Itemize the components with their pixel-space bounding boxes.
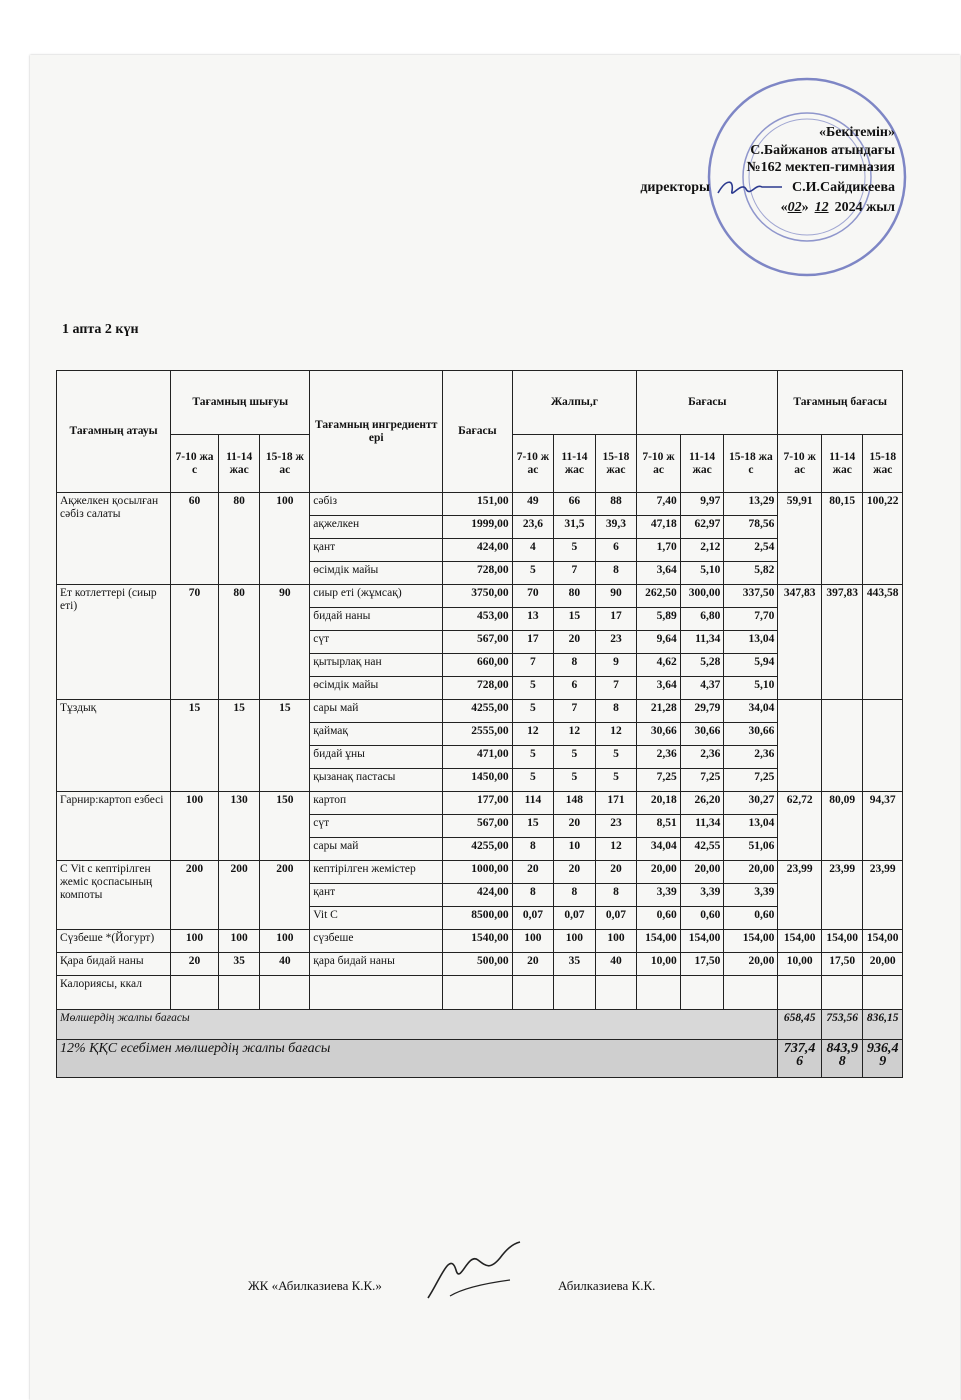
ingredient-cost: 7,25 bbox=[637, 769, 681, 792]
ingredient-grams: 7 bbox=[554, 562, 596, 585]
header-age-1: 7-10 жас bbox=[778, 435, 822, 493]
ingredient-grams: 5 bbox=[595, 769, 637, 792]
ingredient-grams: 17 bbox=[595, 608, 637, 631]
ingredient-cost: 5,10 bbox=[680, 562, 724, 585]
dish-price: 347,83 bbox=[778, 585, 822, 700]
vat-row bbox=[57, 1040, 903, 1078]
empty-cell bbox=[171, 976, 219, 1010]
ingredient-cost: 30,66 bbox=[724, 723, 778, 746]
ingredient-price: 728,00 bbox=[443, 677, 513, 700]
ingredient-grams: 20 bbox=[512, 861, 554, 884]
ingredient-grams: 88 bbox=[595, 493, 637, 516]
approval-date: «02» 12 2024 жыл bbox=[780, 199, 895, 215]
ingredient-grams: 148 bbox=[554, 792, 596, 815]
ingredient-grams: 5 bbox=[512, 562, 554, 585]
header-dish: Тағамның атауы bbox=[57, 371, 171, 493]
ingredient-grams: 6 bbox=[554, 677, 596, 700]
ingredient-cost: 4,62 bbox=[637, 654, 681, 677]
ingredient-grams: 20 bbox=[554, 815, 596, 838]
vat-value: 737,46 bbox=[778, 1040, 822, 1078]
header-age-2: 11-14 жас bbox=[821, 435, 863, 493]
header-output: Тағамның шығуы bbox=[171, 371, 310, 435]
ingredient-grams: 23,6 bbox=[512, 516, 554, 539]
dish-output: 60 bbox=[171, 493, 219, 585]
dish-price bbox=[778, 700, 822, 792]
dish-output: 90 bbox=[260, 585, 310, 700]
calories-label: Калориясы, ккал bbox=[57, 976, 171, 1010]
ingredient-cost: 5,28 bbox=[680, 654, 724, 677]
ingredient-cost: 11,34 bbox=[680, 631, 724, 654]
ingredient-cost: 0,60 bbox=[680, 907, 724, 930]
ingredient-price: 3750,00 bbox=[443, 585, 513, 608]
day-label: 1 апта 2 күн bbox=[62, 322, 139, 337]
header-age-1: 7-10 жас bbox=[637, 435, 681, 493]
ingredient-grams: 114 bbox=[512, 792, 554, 815]
ingredient-name: қара бидай наны bbox=[310, 953, 443, 976]
dish-output: 100 bbox=[218, 930, 260, 953]
ingredient-cost: 2,36 bbox=[724, 746, 778, 769]
ingredient-cost: 34,04 bbox=[724, 700, 778, 723]
ingredient-grams: 15 bbox=[512, 815, 554, 838]
dish-price: 23,99 bbox=[821, 861, 863, 930]
total-label: Мөлшердің жалпы бағасы bbox=[57, 1010, 778, 1040]
ingredient-cost: 7,40 bbox=[637, 493, 681, 516]
date-month: 12 bbox=[814, 199, 829, 215]
ingredient-grams: 66 bbox=[554, 493, 596, 516]
ingredient-cost: 20,00 bbox=[724, 861, 778, 884]
ingredient-price: 8500,00 bbox=[443, 907, 513, 930]
dish-name: Сүзбеше *(Йогурт) bbox=[57, 930, 171, 953]
dish-output: 20 bbox=[171, 953, 219, 976]
dish-price: 154,00 bbox=[778, 930, 822, 953]
empty-cell bbox=[821, 976, 863, 1010]
ingredient-price: 424,00 bbox=[443, 539, 513, 562]
ingredient-grams: 90 bbox=[595, 585, 637, 608]
date-year: 2024 жыл bbox=[834, 199, 895, 215]
header-age-1: 7-10 жас bbox=[512, 435, 554, 493]
dish-output: 70 bbox=[171, 585, 219, 700]
total-value: 836,15 bbox=[863, 1010, 903, 1040]
ingredient-cost: 300,00 bbox=[680, 585, 724, 608]
ingredient-grams: 7 bbox=[554, 700, 596, 723]
approval-title: «Бекітемін» bbox=[818, 125, 895, 140]
dish-price: 154,00 bbox=[821, 930, 863, 953]
dish-price: 23,99 bbox=[778, 861, 822, 930]
dish-price: 62,72 bbox=[778, 792, 822, 861]
ingredient-cost: 29,79 bbox=[680, 700, 724, 723]
ingredient-cost: 154,00 bbox=[680, 930, 724, 953]
dish-output: 150 bbox=[260, 792, 310, 861]
dish-price: 17,50 bbox=[821, 953, 863, 976]
ingredient-price: 471,00 bbox=[443, 746, 513, 769]
total-value: 658,45 bbox=[778, 1010, 822, 1040]
ingredient-grams: 5 bbox=[512, 700, 554, 723]
ingredient-cost: 20,00 bbox=[637, 861, 681, 884]
header-price: Бағасы bbox=[443, 371, 513, 493]
ingredient-cost: 7,70 bbox=[724, 608, 778, 631]
dish-output: 200 bbox=[171, 861, 219, 930]
dish-name: Қара бидай наны bbox=[57, 953, 171, 976]
dish-output: 80 bbox=[218, 585, 260, 700]
ingredient-name: қызанақ пастасы bbox=[310, 769, 443, 792]
ingredient-cost: 3,39 bbox=[724, 884, 778, 907]
ingredient-cost: 42,55 bbox=[680, 838, 724, 861]
ingredient-price: 424,00 bbox=[443, 884, 513, 907]
ingredient-grams: 70 bbox=[512, 585, 554, 608]
vat-value: 843,98 bbox=[821, 1040, 863, 1078]
header-cost: Бағасы bbox=[637, 371, 778, 435]
ingredient-cost: 4,37 bbox=[680, 677, 724, 700]
table-row bbox=[57, 700, 903, 723]
ingredient-name: өсімдік майы bbox=[310, 677, 443, 700]
dish-output: 130 bbox=[218, 792, 260, 861]
ingredient-price: 1999,00 bbox=[443, 516, 513, 539]
dish-output: 100 bbox=[260, 930, 310, 953]
ingredient-name: бидай наны bbox=[310, 608, 443, 631]
ingredient-cost: 3,39 bbox=[637, 884, 681, 907]
empty-cell bbox=[637, 976, 681, 1010]
vat-value: 936,49 bbox=[863, 1040, 903, 1078]
ingredient-cost: 13,29 bbox=[724, 493, 778, 516]
ingredient-grams: 5 bbox=[512, 746, 554, 769]
table-row bbox=[57, 493, 903, 516]
ingredient-grams: 8 bbox=[512, 884, 554, 907]
ingredient-name: сары май bbox=[310, 838, 443, 861]
dish-output: 15 bbox=[218, 700, 260, 792]
ingredient-cost: 337,50 bbox=[724, 585, 778, 608]
empty-cell bbox=[863, 976, 903, 1010]
ingredient-price: 4255,00 bbox=[443, 700, 513, 723]
footer-org: ЖК «Абилказиева К.К.» bbox=[248, 1278, 382, 1293]
dish-output: 100 bbox=[260, 493, 310, 585]
ingredient-cost: 30,27 bbox=[724, 792, 778, 815]
empty-cell bbox=[595, 976, 637, 1010]
dish-price: 154,00 bbox=[863, 930, 903, 953]
ingredient-price: 2555,00 bbox=[443, 723, 513, 746]
ingredient-price: 4255,00 bbox=[443, 838, 513, 861]
dish-name: Гарнир:картоп езбесі bbox=[57, 792, 171, 861]
ingredient-cost: 9,64 bbox=[637, 631, 681, 654]
header-age-2: 11-14 жас bbox=[218, 435, 260, 493]
ingredient-name: сүт bbox=[310, 631, 443, 654]
dish-price: 23,99 bbox=[863, 861, 903, 930]
ingredient-cost: 20,18 bbox=[637, 792, 681, 815]
ingredient-grams: 49 bbox=[512, 493, 554, 516]
ingredient-grams: 7 bbox=[595, 677, 637, 700]
dish-output: 100 bbox=[171, 930, 219, 953]
header-ingredients: Тағамның ингредиенттері bbox=[310, 371, 443, 493]
dish-output: 40 bbox=[260, 953, 310, 976]
table-row bbox=[57, 861, 903, 884]
ingredient-name: ақжелкен bbox=[310, 516, 443, 539]
ingredient-price: 728,00 bbox=[443, 562, 513, 585]
header-age-3: 15-18 жас bbox=[724, 435, 778, 493]
dish-price: 443,58 bbox=[863, 585, 903, 700]
ingredient-cost: 2,36 bbox=[637, 746, 681, 769]
ingredient-grams: 8 bbox=[595, 700, 637, 723]
ingredient-cost: 7,25 bbox=[724, 769, 778, 792]
empty-cell bbox=[260, 976, 310, 1010]
ingredient-name: сиыр еті (жұмсақ) bbox=[310, 585, 443, 608]
ingredient-cost: 8,51 bbox=[637, 815, 681, 838]
director-line bbox=[565, 177, 895, 199]
ingredient-grams: 6 bbox=[595, 539, 637, 562]
date-day: 02 bbox=[787, 199, 802, 215]
ingredient-grams: 17 bbox=[512, 631, 554, 654]
ingredient-name: сары май bbox=[310, 700, 443, 723]
approval-line2: №162 мектеп-гимназия bbox=[746, 160, 895, 175]
ingredient-grams: 8 bbox=[595, 562, 637, 585]
ingredient-price: 1000,00 bbox=[443, 861, 513, 884]
ingredient-cost: 0,60 bbox=[637, 907, 681, 930]
dish-name: Ақжелкен қосылған сәбіз салаты bbox=[57, 493, 171, 585]
ingredient-price: 567,00 bbox=[443, 631, 513, 654]
ingredient-name: қант bbox=[310, 539, 443, 562]
dish-name: С Vit с кептірілген жеміс қоспасының компоты bbox=[57, 861, 171, 930]
ingredient-grams: 5 bbox=[554, 746, 596, 769]
ingredient-name: Vit C bbox=[310, 907, 443, 930]
table-row bbox=[57, 953, 903, 976]
dish-price: 10,00 bbox=[778, 953, 822, 976]
menu-table bbox=[56, 370, 903, 1078]
total-value: 753,56 bbox=[821, 1010, 863, 1040]
ingredient-name: картоп bbox=[310, 792, 443, 815]
empty-cell bbox=[554, 976, 596, 1010]
ingredient-grams: 5 bbox=[512, 677, 554, 700]
ingredient-price: 177,00 bbox=[443, 792, 513, 815]
ingredient-grams: 171 bbox=[595, 792, 637, 815]
ingredient-cost: 20,00 bbox=[724, 953, 778, 976]
ingredient-grams: 20 bbox=[595, 861, 637, 884]
ingredient-cost: 30,66 bbox=[680, 723, 724, 746]
ingredient-grams: 20 bbox=[554, 631, 596, 654]
vat-label: 12% ҚҚС есебімен мөлшердің жалпы бағасы bbox=[57, 1040, 778, 1078]
empty-cell bbox=[778, 976, 822, 1010]
header-age-2: 11-14 жас bbox=[680, 435, 724, 493]
dish-output: 15 bbox=[260, 700, 310, 792]
ingredient-cost: 30,66 bbox=[637, 723, 681, 746]
ingredient-grams: 5 bbox=[512, 769, 554, 792]
ingredient-grams: 4 bbox=[512, 539, 554, 562]
dish-price: 80,15 bbox=[821, 493, 863, 585]
ingredient-grams: 12 bbox=[512, 723, 554, 746]
ingredient-name: сүт bbox=[310, 815, 443, 838]
ingredient-cost: 2,12 bbox=[680, 539, 724, 562]
director-signature bbox=[716, 177, 786, 199]
ingredient-grams: 100 bbox=[595, 930, 637, 953]
empty-cell bbox=[443, 976, 513, 1010]
ingredient-cost: 20,00 bbox=[680, 861, 724, 884]
ingredient-grams: 31,5 bbox=[554, 516, 596, 539]
dish-output: 200 bbox=[260, 861, 310, 930]
ingredient-grams: 35 bbox=[554, 953, 596, 976]
header-total: Жалпы,г bbox=[512, 371, 637, 435]
ingredient-grams: 12 bbox=[595, 838, 637, 861]
ingredient-cost: 7,25 bbox=[680, 769, 724, 792]
approval-line1: С.Байжанов атындағы bbox=[750, 142, 895, 158]
table-row bbox=[57, 792, 903, 815]
header-age-3: 15-18 жас bbox=[595, 435, 637, 493]
ingredient-cost: 0,60 bbox=[724, 907, 778, 930]
ingredient-cost: 78,56 bbox=[724, 516, 778, 539]
ingredient-cost: 13,04 bbox=[724, 815, 778, 838]
ingredient-cost: 3,64 bbox=[637, 677, 681, 700]
ingredient-grams: 8 bbox=[512, 838, 554, 861]
dish-price: 80,09 bbox=[821, 792, 863, 861]
ingredient-grams: 23 bbox=[595, 631, 637, 654]
contractor-signature bbox=[420, 1240, 530, 1310]
ingredient-cost: 5,82 bbox=[724, 562, 778, 585]
ingredient-grams: 0,07 bbox=[554, 907, 596, 930]
empty-cell bbox=[218, 976, 260, 1010]
total-row bbox=[57, 1010, 903, 1040]
dish-price bbox=[863, 700, 903, 792]
ingredient-grams: 0,07 bbox=[512, 907, 554, 930]
ingredient-price: 1540,00 bbox=[443, 930, 513, 953]
ingredient-cost: 26,20 bbox=[680, 792, 724, 815]
ingredient-price: 567,00 bbox=[443, 815, 513, 838]
ingredient-name: сәбіз bbox=[310, 493, 443, 516]
ingredient-cost: 34,04 bbox=[637, 838, 681, 861]
ingredient-grams: 7 bbox=[512, 654, 554, 677]
ingredient-grams: 12 bbox=[554, 723, 596, 746]
ingredient-cost: 154,00 bbox=[637, 930, 681, 953]
empty-cell bbox=[512, 976, 554, 1010]
dish-output: 80 bbox=[218, 493, 260, 585]
director-label: директоры bbox=[640, 179, 710, 195]
ingredient-grams: 5 bbox=[554, 769, 596, 792]
ingredient-price: 500,00 bbox=[443, 953, 513, 976]
dish-price bbox=[821, 700, 863, 792]
empty-cell bbox=[310, 976, 443, 1010]
ingredient-grams: 0,07 bbox=[595, 907, 637, 930]
ingredient-grams: 13 bbox=[512, 608, 554, 631]
ingredient-grams: 5 bbox=[595, 746, 637, 769]
ingredient-price: 151,00 bbox=[443, 493, 513, 516]
ingredient-cost: 2,36 bbox=[680, 746, 724, 769]
ingredient-cost: 5,10 bbox=[724, 677, 778, 700]
dish-output: 15 bbox=[171, 700, 219, 792]
ingredient-name: қаймақ bbox=[310, 723, 443, 746]
footer-name: Абилказиева К.К. bbox=[558, 1278, 656, 1293]
ingredient-price: 660,00 bbox=[443, 654, 513, 677]
ingredient-grams: 5 bbox=[554, 539, 596, 562]
dish-price: 94,37 bbox=[863, 792, 903, 861]
ingredient-cost: 21,28 bbox=[637, 700, 681, 723]
ingredient-grams: 8 bbox=[554, 654, 596, 677]
dish-name: Ет котлеттері (сиыр еті) bbox=[57, 585, 171, 700]
header-age-2: 11-14 жас bbox=[554, 435, 596, 493]
header-dish-price: Тағамның бағасы bbox=[778, 371, 903, 435]
ingredient-name: сүзбеше bbox=[310, 930, 443, 953]
ingredient-grams: 8 bbox=[554, 884, 596, 907]
ingredient-price: 453,00 bbox=[443, 608, 513, 631]
dish-output: 100 bbox=[171, 792, 219, 861]
ingredient-grams: 100 bbox=[554, 930, 596, 953]
ingredient-grams: 12 bbox=[595, 723, 637, 746]
empty-cell bbox=[680, 976, 724, 1010]
ingredient-cost: 51,06 bbox=[724, 838, 778, 861]
ingredient-name: өсімдік майы bbox=[310, 562, 443, 585]
ingredient-cost: 5,89 bbox=[637, 608, 681, 631]
ingredient-grams: 10 bbox=[554, 838, 596, 861]
ingredient-grams: 20 bbox=[512, 953, 554, 976]
ingredient-cost: 11,34 bbox=[680, 815, 724, 838]
ingredient-cost: 5,94 bbox=[724, 654, 778, 677]
ingredient-cost: 17,50 bbox=[680, 953, 724, 976]
dish-output: 35 bbox=[218, 953, 260, 976]
ingredient-cost: 1,70 bbox=[637, 539, 681, 562]
ingredient-grams: 40 bbox=[595, 953, 637, 976]
ingredient-grams: 8 bbox=[595, 884, 637, 907]
ingredient-grams: 100 bbox=[512, 930, 554, 953]
dish-price: 59,91 bbox=[778, 493, 822, 585]
dish-price: 397,83 bbox=[821, 585, 863, 700]
ingredient-name: қытырлақ нан bbox=[310, 654, 443, 677]
ingredient-cost: 3,64 bbox=[637, 562, 681, 585]
dish-name: Тұздық bbox=[57, 700, 171, 792]
ingredient-price: 1450,00 bbox=[443, 769, 513, 792]
ingredient-grams: 9 bbox=[595, 654, 637, 677]
calories-row bbox=[57, 976, 903, 1010]
ingredient-name: қант bbox=[310, 884, 443, 907]
ingredient-name: бидай ұны bbox=[310, 746, 443, 769]
ingredient-cost: 62,97 bbox=[680, 516, 724, 539]
ingredient-cost: 2,54 bbox=[724, 539, 778, 562]
ingredient-cost: 47,18 bbox=[637, 516, 681, 539]
approval-block bbox=[565, 124, 895, 216]
ingredient-name: кептірілген жемістер bbox=[310, 861, 443, 884]
dish-output: 200 bbox=[218, 861, 260, 930]
header-age-3: 15-18 жас bbox=[260, 435, 310, 493]
header-age-3: 15-18 жас bbox=[863, 435, 903, 493]
ingredient-cost: 154,00 bbox=[724, 930, 778, 953]
ingredient-cost: 13,04 bbox=[724, 631, 778, 654]
ingredient-grams: 80 bbox=[554, 585, 596, 608]
table-row bbox=[57, 930, 903, 953]
dish-price: 100,22 bbox=[863, 493, 903, 585]
director-name: С.И.Сайдикеева bbox=[791, 179, 895, 195]
dish-price: 20,00 bbox=[863, 953, 903, 976]
ingredient-grams: 39,3 bbox=[595, 516, 637, 539]
ingredient-grams: 23 bbox=[595, 815, 637, 838]
table-row bbox=[57, 585, 903, 608]
ingredient-cost: 9,97 bbox=[680, 493, 724, 516]
ingredient-grams: 15 bbox=[554, 608, 596, 631]
empty-cell bbox=[724, 976, 778, 1010]
ingredient-cost: 3,39 bbox=[680, 884, 724, 907]
ingredient-cost: 262,50 bbox=[637, 585, 681, 608]
ingredient-cost: 6,80 bbox=[680, 608, 724, 631]
header-age-1: 7-10 жас bbox=[171, 435, 219, 493]
ingredient-grams: 20 bbox=[554, 861, 596, 884]
ingredient-cost: 10,00 bbox=[637, 953, 681, 976]
